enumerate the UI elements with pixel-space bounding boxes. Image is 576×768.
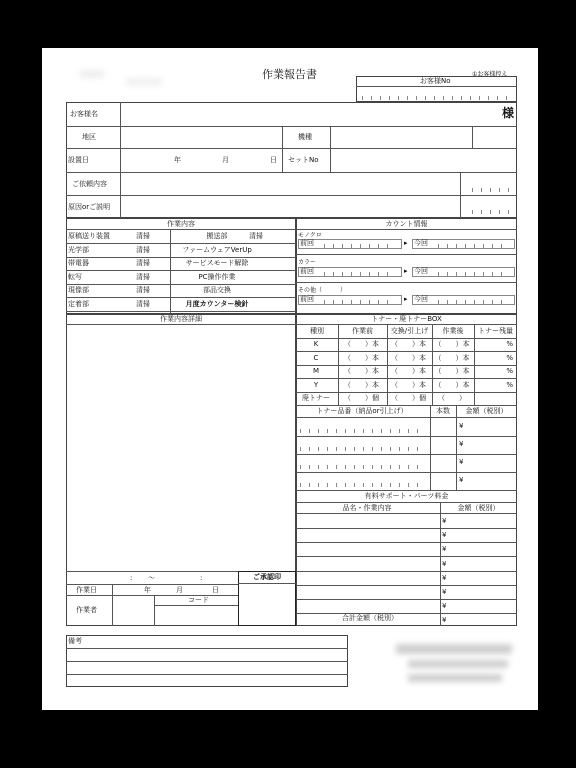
work-date-label: 作業日 <box>76 586 97 594</box>
arrow-icon: ▸ <box>404 267 408 275</box>
time-colon-2: : <box>200 574 203 582</box>
paid-amount-header: 金額（税別） <box>457 504 500 512</box>
toner-cell: （ ）本 <box>434 353 470 362</box>
work-item-label: 現像部 <box>68 286 89 294</box>
toner-cell: （ ）本 <box>391 367 426 376</box>
toner-cell: （ ） <box>438 394 466 403</box>
color-label: カラー <box>298 259 317 266</box>
yen-label: ¥ <box>459 440 464 448</box>
install-date-label: 設置日 <box>68 156 89 164</box>
yen-label: ¥ <box>442 573 447 582</box>
work-item-label: 原稿送り装置 <box>68 232 110 240</box>
toner-col-header: 交換/引上げ <box>390 327 429 335</box>
yen-label: ¥ <box>442 545 447 554</box>
toner-qty-header: 本数 <box>436 407 450 415</box>
work-detail-header: 作業内容詳細 <box>160 315 202 323</box>
work-item-label: 転写 <box>68 272 82 281</box>
count-info-header: カウント情報 <box>385 220 428 228</box>
work-mid-label: 搬送部 <box>206 232 228 240</box>
yen-label: ¥ <box>442 517 447 525</box>
count-now-label: 今回 <box>414 267 428 275</box>
copy-label: ①お客様控え <box>472 71 508 78</box>
toner-cell: （ ）本 <box>434 380 470 389</box>
year-label: 年 <box>174 156 181 164</box>
yen-label: ¥ <box>442 588 447 596</box>
toner-header: トナー・廃トナーBOX <box>371 315 442 323</box>
customer-no-ticks <box>362 96 512 100</box>
other-label: その他（ ） <box>298 287 347 294</box>
cause-label: 原因orご説明 <box>68 203 111 211</box>
mono-label: モノクロ <box>298 232 322 239</box>
toner-cell: % <box>506 340 513 348</box>
paid-total-label: 合計金額（税別） <box>342 614 398 622</box>
remarks-label: 備考 <box>68 637 82 645</box>
show-through-mark <box>126 78 162 86</box>
paid-item-header: 品名・作業内容 <box>342 504 392 512</box>
toner-cell: （ ）本 <box>344 340 379 348</box>
toner-col-header: 種別 <box>310 327 324 335</box>
work-clean-label: 清掃 <box>249 232 263 240</box>
month-label: 月 <box>222 156 229 164</box>
work-mid-label: PC操作作業 <box>198 272 236 281</box>
customer-name-label: お客様名 <box>70 110 98 118</box>
blurred-company-info <box>396 644 512 654</box>
yen-label: ¥ <box>459 422 464 430</box>
toner-cell: C <box>313 353 319 362</box>
model-label: 機種 <box>298 133 312 141</box>
work-clean-label: 清掃 <box>136 232 150 240</box>
page-title: 作業報告書 <box>262 68 317 81</box>
toner-cell: （ ）本 <box>434 340 470 348</box>
sama-label: 様 <box>502 106 515 120</box>
work-mid-label: 部品交換 <box>203 286 231 294</box>
toner-cell: （ ）個 <box>344 394 379 403</box>
yen-label: ¥ <box>442 531 447 540</box>
yen-label: ¥ <box>442 559 447 568</box>
toner-amount-header: 金額（税別） <box>465 407 508 415</box>
toner-cell: M <box>312 367 320 376</box>
time-colon-1: : <box>130 574 133 582</box>
toner-cell: （ ）本 <box>434 367 470 376</box>
yen-label: ¥ <box>442 616 447 625</box>
toner-col-header: トナー残量 <box>478 327 513 335</box>
count-prev-label: 前回 <box>300 239 314 247</box>
count-prev-label: 前回 <box>300 295 314 303</box>
toner-cell: （ ）個 <box>391 394 426 403</box>
toner-cell: K <box>313 340 319 348</box>
customer-no-label: お客様No <box>420 77 451 85</box>
report-form <box>42 48 538 710</box>
work-item-label: 帯電器 <box>68 259 89 267</box>
toner-col-header: 作業後 <box>442 327 464 335</box>
work-clean-label: 清掃 <box>136 299 150 308</box>
toner-cell: （ ）本 <box>391 340 426 348</box>
time-tilde: 〜 <box>148 574 155 582</box>
worker-label: 作業者 <box>76 606 97 614</box>
toner-cell: % <box>506 353 513 362</box>
work-mid-label: サービスモード解除 <box>185 259 249 267</box>
count-prev-label: 前回 <box>300 267 314 275</box>
paid-header: 有料サポート・パーツ料金 <box>364 492 449 500</box>
work-mid-label: 月度カウンター検針 <box>185 299 249 308</box>
approval-label: ご承認印 <box>253 573 281 581</box>
toner-item-header: トナー品番（納品or引上げ） <box>316 407 408 415</box>
arrow-icon: ▸ <box>404 239 408 247</box>
work-item-label: 定着部 <box>68 299 89 308</box>
code-label: コード <box>188 596 209 604</box>
work-clean-label: 清掃 <box>136 245 150 254</box>
work-content-header: 作業内容 <box>167 220 195 228</box>
arrow-icon: ▸ <box>404 295 408 303</box>
work-day-label: 日 <box>212 586 219 594</box>
work-item-label: 光学部 <box>68 245 89 254</box>
show-through-mark <box>80 70 104 78</box>
toner-col-header: 作業前 <box>352 327 373 335</box>
work-clean-label: 清掃 <box>136 286 150 294</box>
yen-label: ¥ <box>459 458 464 466</box>
day-label: 日 <box>270 156 277 164</box>
yen-label: ¥ <box>459 476 464 484</box>
count-now-label: 今回 <box>414 239 428 247</box>
region-label: 地区 <box>82 133 96 141</box>
yen-label: ¥ <box>442 602 447 611</box>
work-mid-label: ファームウェアVerUp <box>182 245 252 254</box>
toner-cell: % <box>506 367 513 376</box>
toner-cell: 廃トナー <box>302 394 330 403</box>
toner-cell: Y <box>313 380 319 389</box>
toner-cell: （ ）本 <box>344 380 379 389</box>
work-year-label: 年 <box>144 586 151 594</box>
toner-cell: （ ）本 <box>391 380 426 389</box>
work-clean-label: 清掃 <box>136 259 150 267</box>
toner-cell: （ ）本 <box>344 367 379 376</box>
count-now-label: 今回 <box>414 295 428 303</box>
set-no-label: セットNo <box>288 156 319 164</box>
request-label: ご依頼内容 <box>72 180 107 188</box>
work-clean-label: 清掃 <box>136 272 150 281</box>
toner-cell: % <box>506 380 513 389</box>
work-month-label: 月 <box>176 586 183 594</box>
toner-cell: （ ）本 <box>391 353 426 362</box>
toner-cell: （ ）本 <box>344 353 379 362</box>
